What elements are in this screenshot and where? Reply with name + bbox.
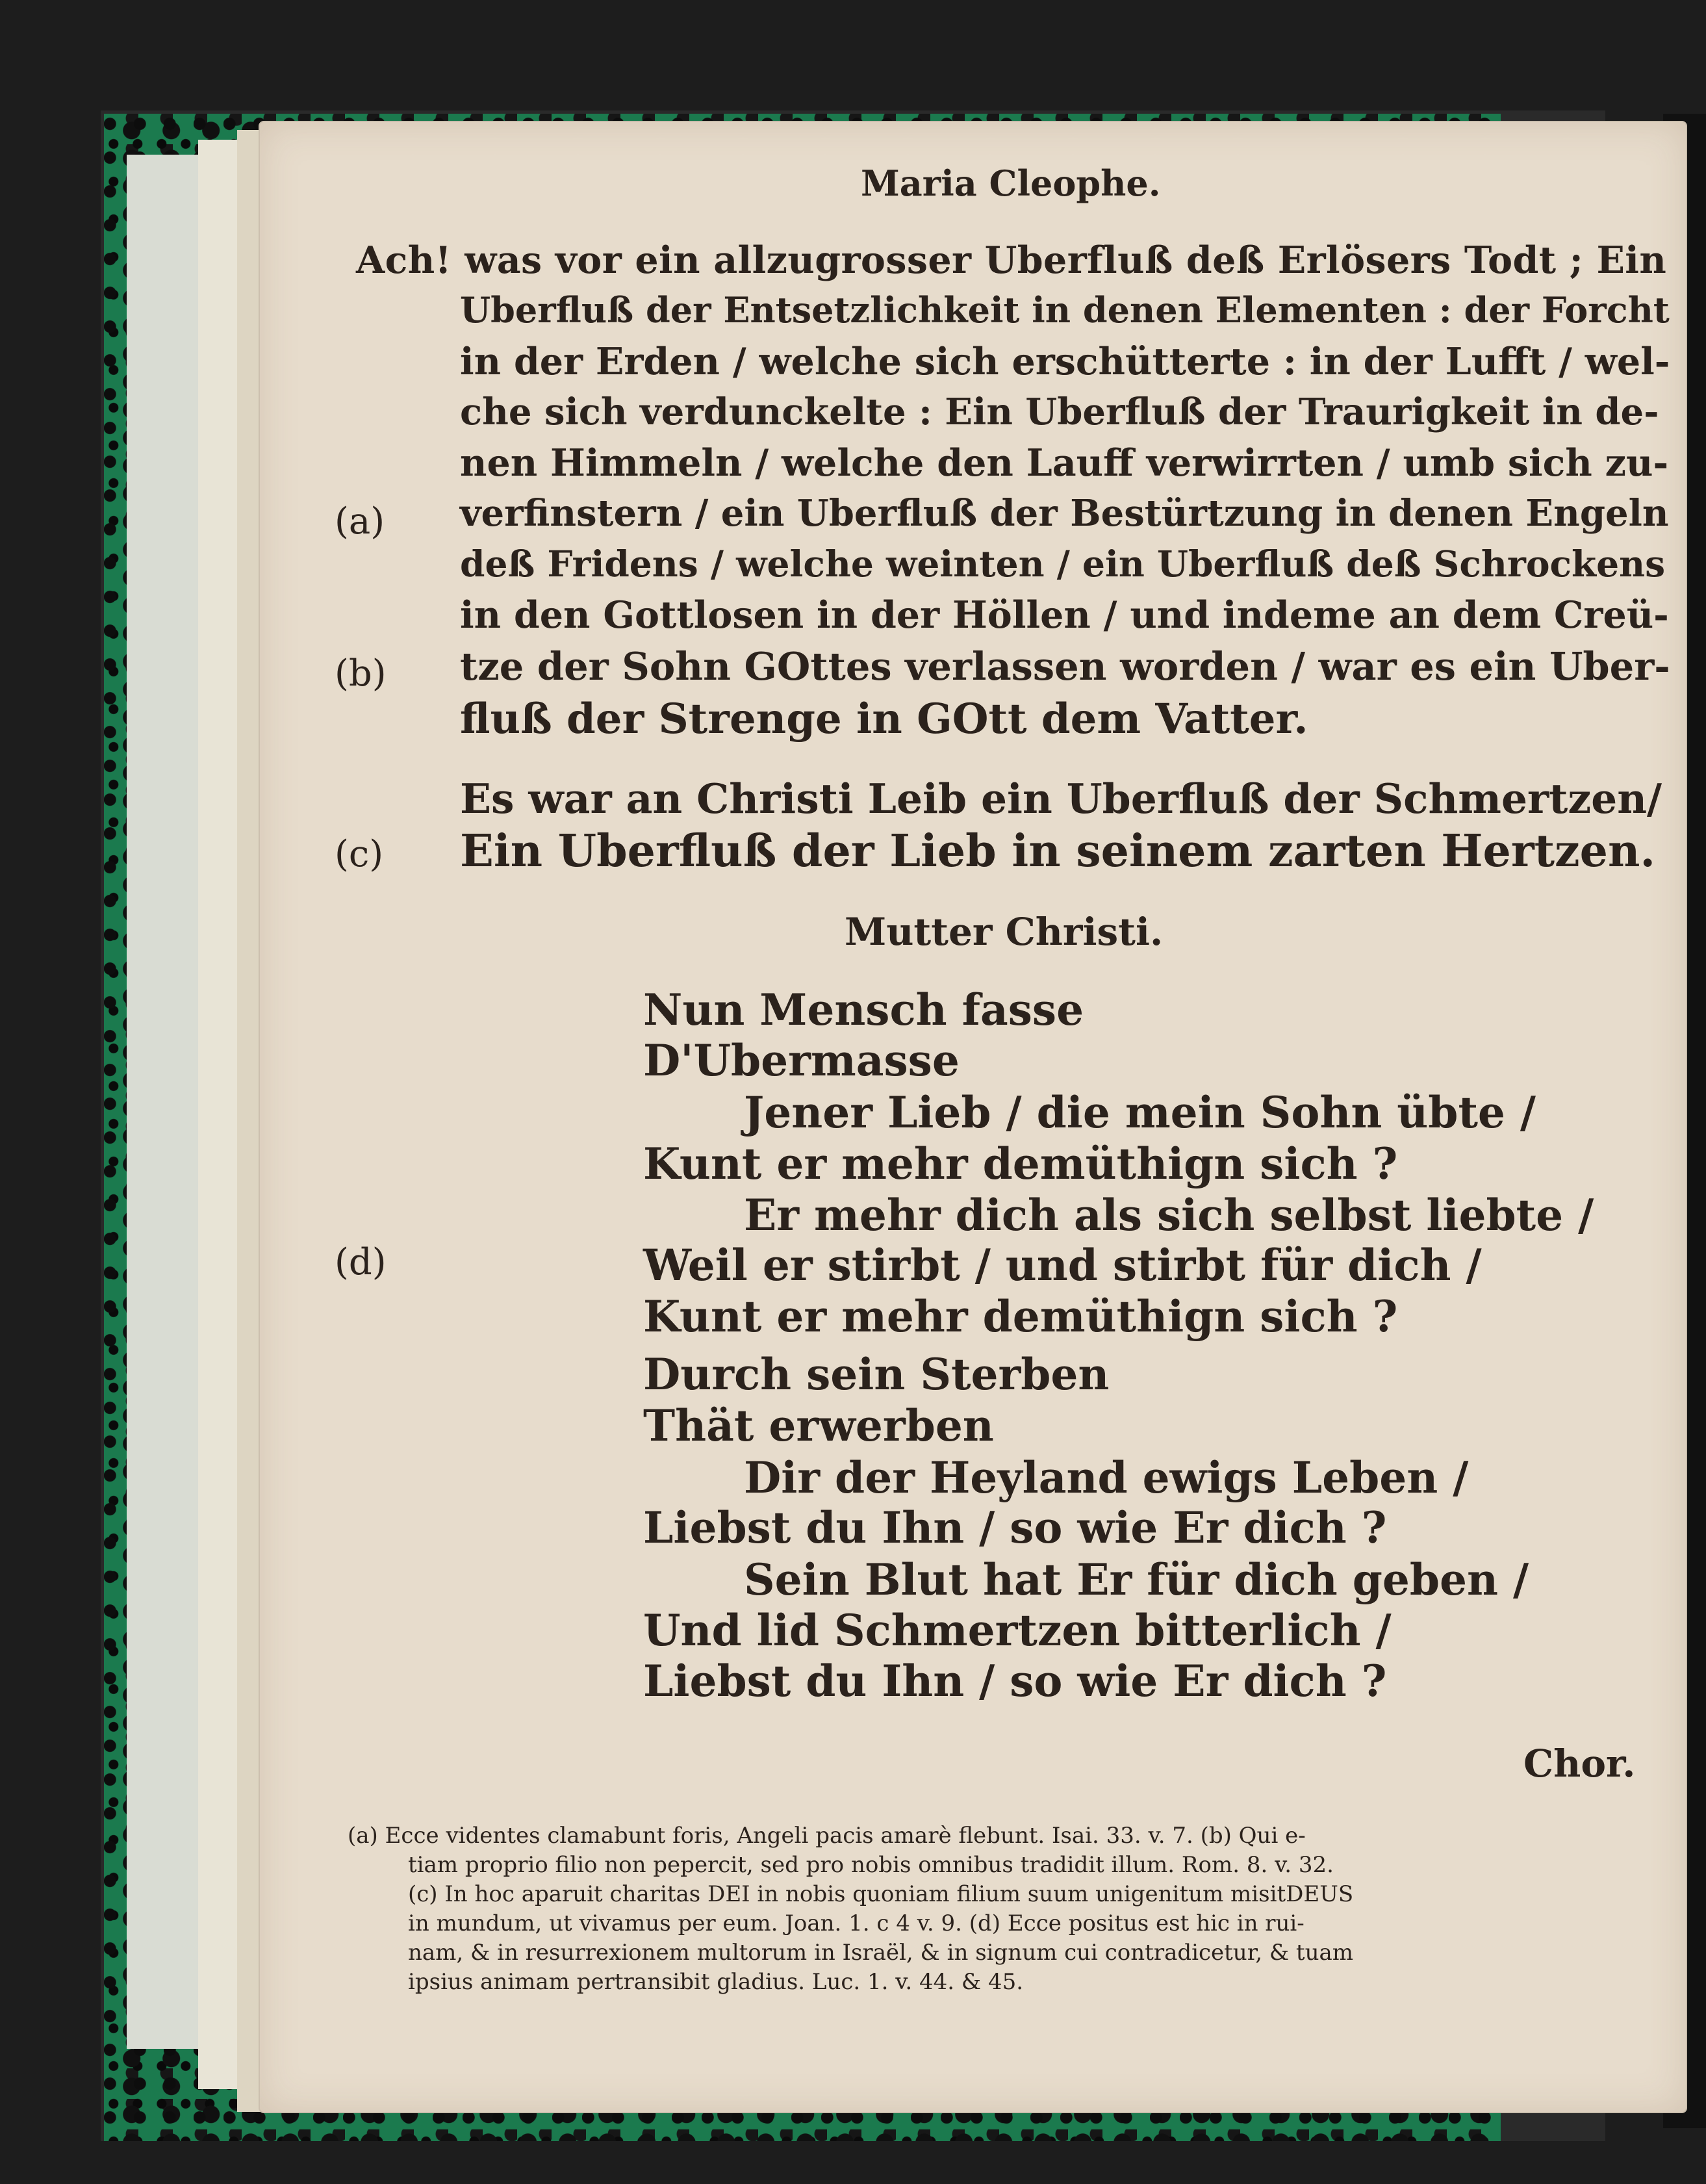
prose-line: deß Fridens / welche weinten / ein Uberfluß deß Schrockens [460,543,1666,585]
verse-line: Thät erwerben [643,1400,994,1451]
margin-mark-d: (d) [335,1241,387,1283]
margin-mark-a: (a) [335,500,385,543]
verse-line: Liebst du Ihn / so wie Er dich ? [643,1502,1387,1553]
catchword: Chor. [1523,1741,1636,1786]
verse-line: Durch sein Sterben [643,1349,1110,1400]
prose-line: fluß der Strenge in GOtt dem Vatter. [460,695,1308,743]
footnote-line: (a) Ecce videntes clamabunt foris, Angeli pacis amarè flebunt. Isai. 33. v. 7. (b) Qui e- [348,1823,1306,1849]
couplet-line: Ein Uberfluß der Lieb in seinem zarten Hertzen. [460,825,1656,877]
verse-line: D'Ubermasse [643,1035,960,1086]
verse-line: Liebst du Ihn / so wie Er dich ? [643,1656,1387,1706]
verse-line: Er mehr dich als sich selbst liebte / [744,1190,1594,1240]
speaker-heading: Mutter Christi. [845,910,1164,954]
prose-line: verfinstern / ein Uberfluß der Bestürtzung in denen Engeln [460,492,1669,535]
footnote-line: in mundum, ut vivamus per eum. Joan. 1. c 4 v. 9. (d) Ecce positus est hic in rui- [408,1910,1305,1936]
margin-mark-b: (b) [335,652,387,695]
prose-line: in der Erden / welche sich erschütterte : in der Lufft / wel- [460,340,1670,383]
verse-line: Weil er stirbt / und stirbt für dich / [643,1240,1482,1291]
couplet-line: Es war an Christi Leib ein Uberfluß der Schmertzen/ [460,775,1662,823]
prose-line: tze der Sohn GOttes verlassen worden / war es ein Uber- [460,644,1670,689]
prose-line: in den Gottlosen in der Höllen / und indeme an dem Creü- [460,593,1669,637]
prose-line: Uberfluß der Entsetzlichkeit in denen Elementen : der Forcht [460,289,1670,331]
verse-line: Kunt er mehr demüthign sich ? [643,1138,1398,1189]
prose-line: nen Himmeln / welche den Lauff verwirrten / umb sich zu- [460,441,1669,485]
page-header: Maria Cleophe. [861,162,1161,204]
footnote-line: tiam proprio filio non pepercit, sed pro nobis omnibus tradidit illum. Rom. 8. v. 32. [408,1852,1334,1878]
margin-mark-c: (c) [335,833,384,875]
footnote-line: nam, & in resurrexionem multorum in Israël, & in signum cui contradicetur, & tuam [408,1940,1353,1966]
prose-line: Ach! was vor ein allzugrosser Uberfluß deß Erlösers Todt ; Ein [356,238,1667,282]
footnote-line: (c) In hoc aparuit charitas DEI in nobis quoniam filium suum unigenitum misitDEUS [408,1881,1354,1907]
verse-line: Jener Lieb / die mein Sohn übte / [744,1087,1536,1138]
verse-line: Nun Mensch fasse [643,984,1084,1035]
prose-line: che sich verdunckelte : Ein Uberfluß der Traurigkeit in de- [460,391,1659,433]
footnote-line: ipsius animam pertransibit gladius. Luc. 1. v. 44. & 45. [408,1969,1024,1995]
verse-line: Sein Blut hat Er für dich geben / [744,1554,1529,1605]
verse-line: Kunt er mehr demüthign sich ? [643,1291,1398,1342]
verse-line: Dir der Heyland ewigs Leben / [744,1452,1469,1503]
verse-line: Und lid Schmertzen bitterlich / [643,1605,1392,1656]
